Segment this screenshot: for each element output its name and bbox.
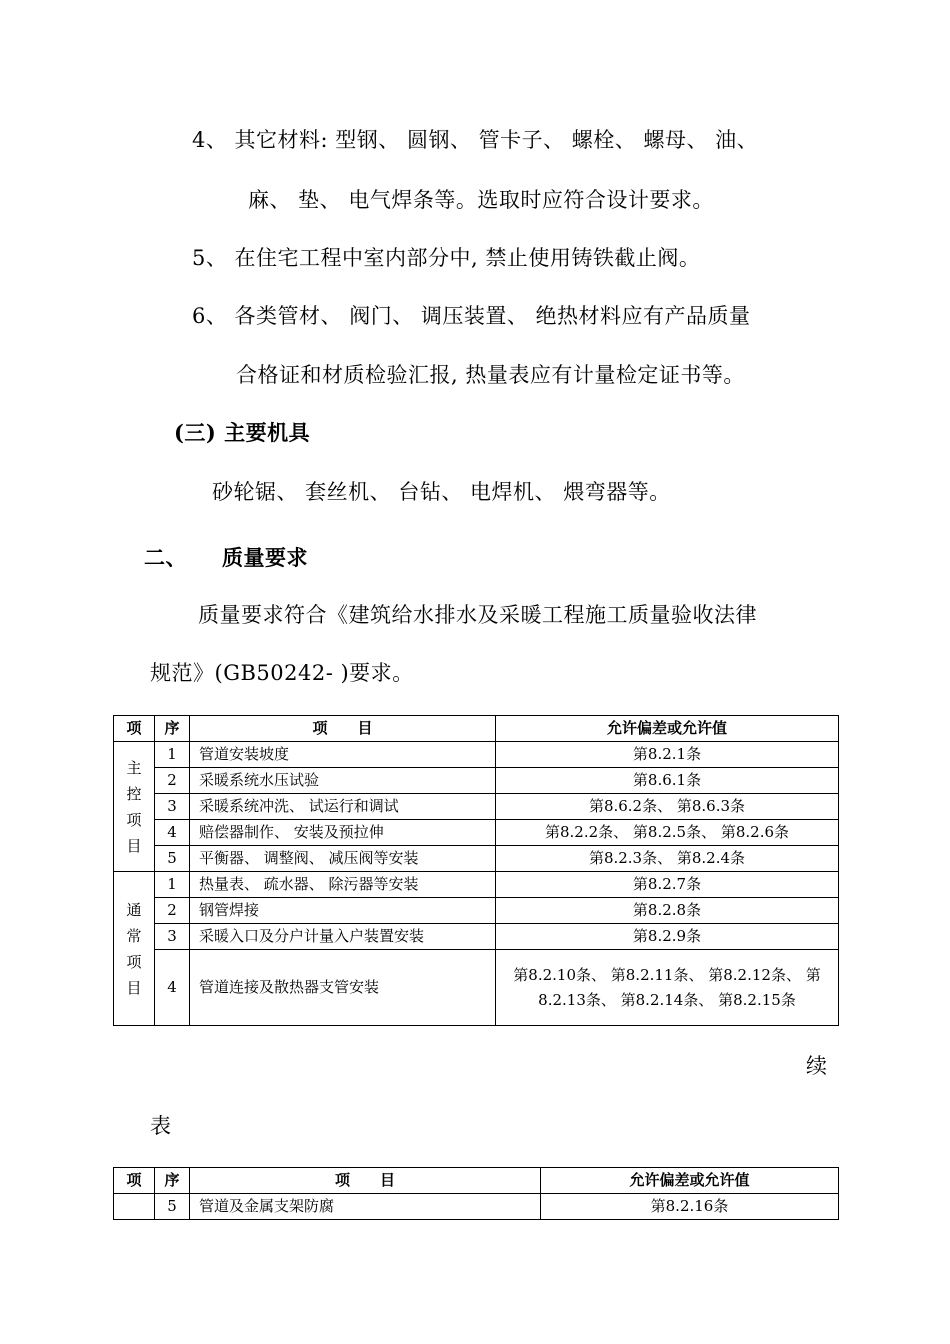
table-row bbox=[114, 820, 839, 846]
group-main-control: 主控项目 bbox=[114, 742, 155, 872]
header-seq: 序 bbox=[155, 1168, 190, 1194]
material-item-4: 4、 其它材料: 型钢、 圆钢、 管卡子、 螺栓、 螺母、 油、 bbox=[192, 128, 759, 152]
row-item: 管道安装坡度 bbox=[190, 742, 496, 768]
tools-list: 砂轮锯、 套丝机、 台钻、 电焊机、 煨弯器等。 bbox=[212, 480, 671, 504]
row-item: 管道连接及散热器支管安装 bbox=[190, 950, 496, 1026]
material-item-6: 6、 各类管材、 阀门、 调压装置、 绝热材料应有产品质量 bbox=[192, 304, 751, 328]
header-value: 允许偏差或允许值 bbox=[496, 716, 839, 742]
row-seq: 1 bbox=[155, 742, 190, 768]
row-value: 第8.2.2条、 第8.2.5条、 第8.2.6条 bbox=[496, 820, 839, 846]
material-item-5: 5、 在住宅工程中室内部分中, 禁止使用铸铁截止阀。 bbox=[192, 246, 701, 270]
row-group bbox=[114, 1194, 155, 1220]
row-seq: 1 bbox=[155, 872, 190, 898]
quality-table bbox=[113, 715, 839, 1026]
row-value: 第8.2.8条 bbox=[496, 898, 839, 924]
header-item: 项 目 bbox=[190, 716, 496, 742]
row-item: 赔偿器制作、 安装及预拉伸 bbox=[190, 820, 496, 846]
table-row bbox=[114, 768, 839, 794]
table-row bbox=[114, 872, 839, 898]
table-row bbox=[114, 1194, 839, 1220]
quality-paragraph-cont: 规范》(GB50242- )要求。 bbox=[150, 661, 414, 685]
row-item: 采暖系统水压试验 bbox=[190, 768, 496, 794]
section-number-2: 二、 bbox=[144, 545, 187, 570]
quality-paragraph: 质量要求符合《建筑给水排水及采暖工程施工质量验收法律 bbox=[198, 603, 757, 627]
header-value: 允许偏差或允许值 bbox=[541, 1168, 839, 1194]
header-item: 项 目 bbox=[190, 1168, 541, 1194]
table-row bbox=[114, 950, 839, 1026]
continued-label-1: 续 bbox=[806, 1054, 828, 1078]
quality-table-continued bbox=[113, 1167, 839, 1220]
group-general: 通常项目 bbox=[114, 872, 155, 1026]
row-value: 第8.2.3条、 第8.2.4条 bbox=[496, 846, 839, 872]
header-group: 项 bbox=[114, 716, 155, 742]
continued-label-2: 表 bbox=[150, 1114, 172, 1138]
row-seq: 2 bbox=[155, 768, 190, 794]
row-seq: 3 bbox=[155, 794, 190, 820]
table-row bbox=[114, 794, 839, 820]
row-seq: 5 bbox=[155, 1194, 190, 1220]
material-item-4-cont: 麻、 垫、 电气焊条等。选取时应符合设计要求。 bbox=[248, 188, 714, 212]
table-header-row bbox=[114, 1168, 839, 1194]
row-seq: 3 bbox=[155, 924, 190, 950]
row-item: 采暖系统冲洗、 试运行和调试 bbox=[190, 794, 496, 820]
row-item: 采暖入口及分户计量入户装置安装 bbox=[190, 924, 496, 950]
row-value: 第8.2.9条 bbox=[496, 924, 839, 950]
row-value: 第8.2.1条 bbox=[496, 742, 839, 768]
table-header-row bbox=[114, 716, 839, 742]
section-heading-quality: 质量要求 bbox=[222, 545, 308, 570]
row-seq: 4 bbox=[155, 820, 190, 846]
row-value: 第8.6.2条、 第8.6.3条 bbox=[496, 794, 839, 820]
row-item: 平衡器、 调整阀、 减压阀等安装 bbox=[190, 846, 496, 872]
row-item: 管道及金属支架防腐 bbox=[190, 1194, 541, 1220]
row-value: 第8.6.1条 bbox=[496, 768, 839, 794]
table-row bbox=[114, 898, 839, 924]
row-value: 第8.2.16条 bbox=[541, 1194, 839, 1220]
material-item-6-cont: 合格证和材质检验汇报, 热量表应有计量检定证书等。 bbox=[236, 363, 745, 387]
table-row bbox=[114, 846, 839, 872]
table-row bbox=[114, 924, 839, 950]
table-row bbox=[114, 742, 839, 768]
section-heading-tools: (三) 主要机具 bbox=[174, 420, 311, 445]
header-group: 项 bbox=[114, 1168, 155, 1194]
row-seq: 4 bbox=[155, 950, 190, 1026]
row-seq: 2 bbox=[155, 898, 190, 924]
row-item: 热量表、 疏水器、 除污器等安装 bbox=[190, 872, 496, 898]
row-seq: 5 bbox=[155, 846, 190, 872]
header-seq: 序 bbox=[155, 716, 190, 742]
row-value: 第8.2.7条 bbox=[496, 872, 839, 898]
row-value: 第8.2.10条、 第8.2.11条、 第8.2.12条、 第8.2.13条、 第8.2.14条、 第8.2.15条 bbox=[496, 950, 839, 1026]
row-item: 钢管焊接 bbox=[190, 898, 496, 924]
